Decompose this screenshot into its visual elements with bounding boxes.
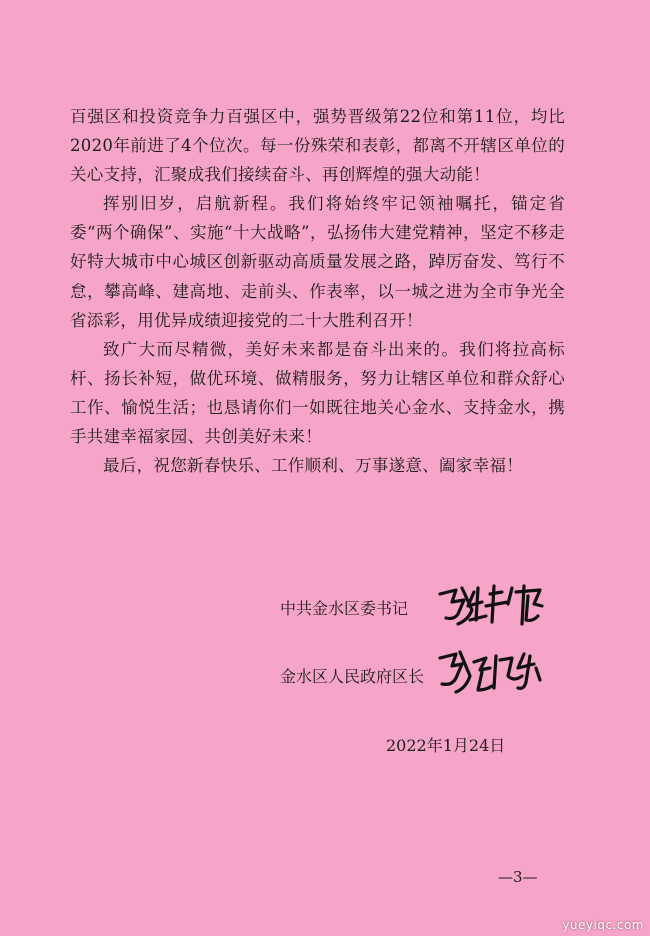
letter-date: 2022年1月24日 [386, 736, 506, 755]
district-head-title: 金水区人民政府区长 [280, 667, 425, 686]
paragraph-new-journey: 挥别旧岁，启航新程。我们将始终牢记领袖嘱托，锚定省委“两个确保”、实施“十大战略”，弘扬伟大建党精神，坚定不移走好特大城市中心城区创新驱动高质量发展之路，踔厉奋发、笃行不怠，攀高峰、建高地、走前头、作表率，以一城之进为全市争光全省添彩，用优异成绩迎接党的二十大胜利召开！ [70, 194, 565, 330]
party-secretary-signature [428, 580, 558, 630]
paragraph-closing-wishes: 最后，祝您新春快乐、工作顺利、万事遂意、阖家幸福！ [103, 456, 523, 476]
party-secretary-title: 中共金水区委书记 [280, 599, 409, 618]
paragraph-continued: 百强区和投资竞争力百强区中，强势晋级第22位和第11位，均比2020年前进了4个位次。每一份殊荣和表彰，都离不开辖区单位的关心支持，汇聚成我们接续奋斗、再创辉煌的强大动能！ [70, 107, 565, 185]
watermark: yueyiqc.com [562, 918, 644, 932]
paragraph-future: 致广大而尽精微，美好未来都是奋斗出来的。我们将拉高标杆、扬长补短，做优环境、做精服务，努力让辖区单位和群众舒心工作、愉悦生活；也恳请你们一如既往地关心金水、支持金水，携手共建幸福家园、共创美好未来！ [70, 339, 565, 447]
page-number: —3— [498, 868, 538, 886]
letter-body [70, 102, 565, 480]
district-head-signature [430, 646, 548, 698]
